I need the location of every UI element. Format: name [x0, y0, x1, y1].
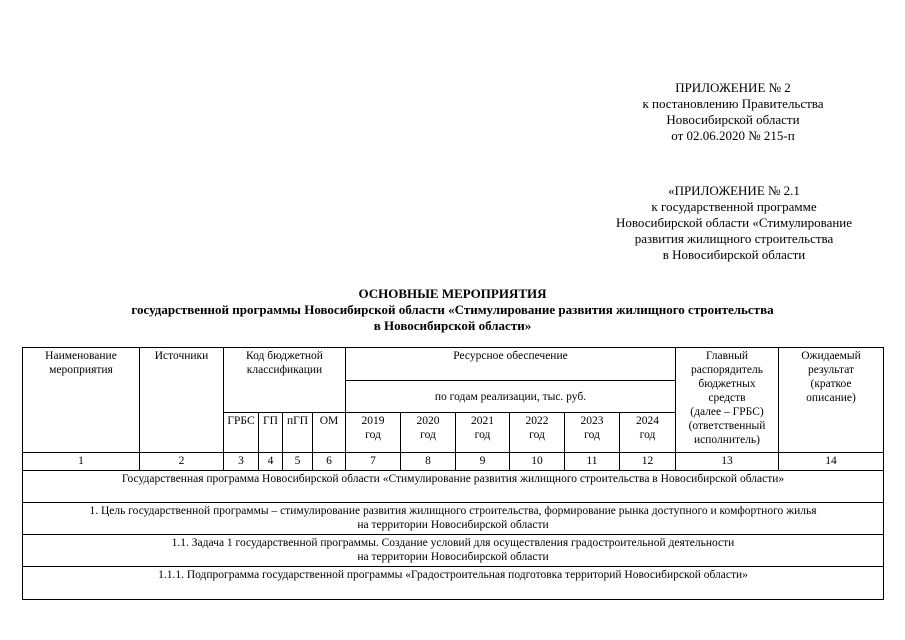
header-year-2020: [401, 413, 456, 453]
appendix-line: к постановлению Правительства: [642, 96, 824, 111]
header-result: [779, 348, 884, 453]
year-label: 2024: [636, 415, 659, 427]
header-manager-line: (далее – ГРБС): [690, 406, 764, 418]
column-number-row: [23, 453, 884, 471]
header-by-years: по годам реализации, тыс. руб.: [346, 381, 676, 413]
header-manager-line: (ответственный: [688, 420, 766, 432]
task-row-text: на территории Новосибирской области: [357, 551, 549, 563]
appendix-line: Новосибирской области: [666, 112, 800, 127]
column-number: 3: [224, 453, 259, 471]
title-line: ОСНОВНЫЕ МЕРОПРИЯТИЯ: [358, 286, 547, 301]
column-number: 9: [456, 453, 510, 471]
sub-appendix-line: в Новосибирской области: [662, 247, 806, 262]
header-gp: ГП: [259, 413, 283, 453]
sub-appendix-heading: [586, 183, 882, 263]
year-suffix: год: [365, 429, 381, 441]
year-suffix: год: [584, 429, 600, 441]
subprogram-row: [23, 567, 884, 600]
table-row: [23, 471, 884, 503]
goal-row-text: на территории Новосибирской области: [357, 519, 549, 531]
column-number: 14: [779, 453, 884, 471]
column-number: 4: [259, 453, 283, 471]
sub-appendix-line: к государственной программе: [651, 199, 817, 214]
header-year-2021: [456, 413, 510, 453]
title-line: государственной программы Новосибирской области «Стимулирование развития жилищного строительства: [131, 302, 774, 317]
program-row-text: Государственная программа Новосибирской области «Стимулирование развития жилищного строительства в Новосибирской области»: [121, 473, 785, 485]
column-number: 2: [140, 453, 224, 471]
header-result-line: (краткое: [810, 378, 852, 390]
header-manager-line: средств: [708, 392, 746, 404]
header-manager-line: Главный: [705, 350, 749, 362]
header-om: ОМ: [313, 413, 346, 453]
header-name-line: Наименование: [45, 350, 117, 362]
table-row: [23, 535, 884, 567]
column-number: 8: [401, 453, 456, 471]
column-number: 7: [346, 453, 401, 471]
appendix-line: от 02.06.2020 № 215-п: [671, 128, 795, 143]
column-number: 12: [620, 453, 676, 471]
header-name: [23, 348, 140, 453]
table-row: [23, 567, 884, 600]
year-label: 2022: [525, 415, 549, 427]
year-suffix: год: [474, 429, 491, 441]
appendix-heading: [600, 80, 866, 144]
header-result-line: Ожидаемый: [801, 350, 861, 362]
header-sources: Источники: [140, 348, 224, 453]
year-suffix: год: [529, 429, 545, 441]
header-manager-line: исполнитель): [693, 434, 760, 446]
header-result-line: описание): [806, 392, 856, 404]
column-number: 6: [313, 453, 346, 471]
header-manager-line: бюджетных: [698, 378, 756, 390]
header-year-2019: [346, 413, 401, 453]
header-budget-code-line: классификации: [246, 364, 323, 376]
title-line: в Новосибирской области»: [373, 318, 532, 333]
task-row: [23, 535, 884, 567]
task-row-text: 1.1. Задача 1 государственной программы. Создание условий для осуществления градостроительной деятельности: [171, 537, 735, 549]
header-manager-line: распорядитель: [690, 364, 764, 376]
header-year-2022: [510, 413, 565, 453]
column-number: 11: [565, 453, 620, 471]
header-pgp: пГП: [283, 413, 313, 453]
year-label: 2020: [416, 415, 440, 427]
column-number: 1: [23, 453, 140, 471]
table-row: [23, 503, 884, 535]
header-year-2024: [620, 413, 676, 453]
header-budget-code-line: Код бюджетной: [246, 350, 323, 362]
goal-row: [23, 503, 884, 535]
goal-row-text: 1. Цель государственной программы – стимулирование развития жилищного строительства, формирование рынка доступного и комфортного жилья: [89, 505, 817, 517]
header-grbs: ГРБС: [224, 413, 259, 453]
year-label: 2021: [471, 415, 494, 427]
header-budget-code: [224, 348, 346, 413]
header-resources: Ресурсное обеспечение: [346, 348, 676, 381]
column-number: 5: [283, 453, 313, 471]
sub-appendix-line: Новосибирской области «Стимулирование: [615, 215, 853, 230]
header-year-2023: [565, 413, 620, 453]
year-label: 2019: [361, 415, 385, 427]
year-label: 2023: [580, 415, 604, 427]
column-number: 13: [676, 453, 779, 471]
document-title: [0, 286, 905, 334]
sub-appendix-line: «ПРИЛОЖЕНИЕ № 2.1: [668, 183, 800, 198]
sub-appendix-line: развития жилищного строительства: [634, 231, 834, 246]
header-result-line: результат: [807, 364, 855, 376]
program-row: [23, 471, 884, 503]
year-suffix: год: [639, 429, 656, 441]
header-row: [23, 348, 884, 381]
appendix-line: ПРИЛОЖЕНИЕ № 2: [675, 80, 791, 95]
year-suffix: год: [420, 429, 436, 441]
measures-table: [22, 347, 884, 600]
subprogram-row-text: 1.1.1. Подпрограмма государственной программы «Градостроительная подготовка территорий Новосибирской области»: [158, 569, 748, 581]
header-name-line: мероприятия: [49, 364, 113, 376]
column-number: 10: [510, 453, 565, 471]
header-manager: [676, 348, 779, 453]
